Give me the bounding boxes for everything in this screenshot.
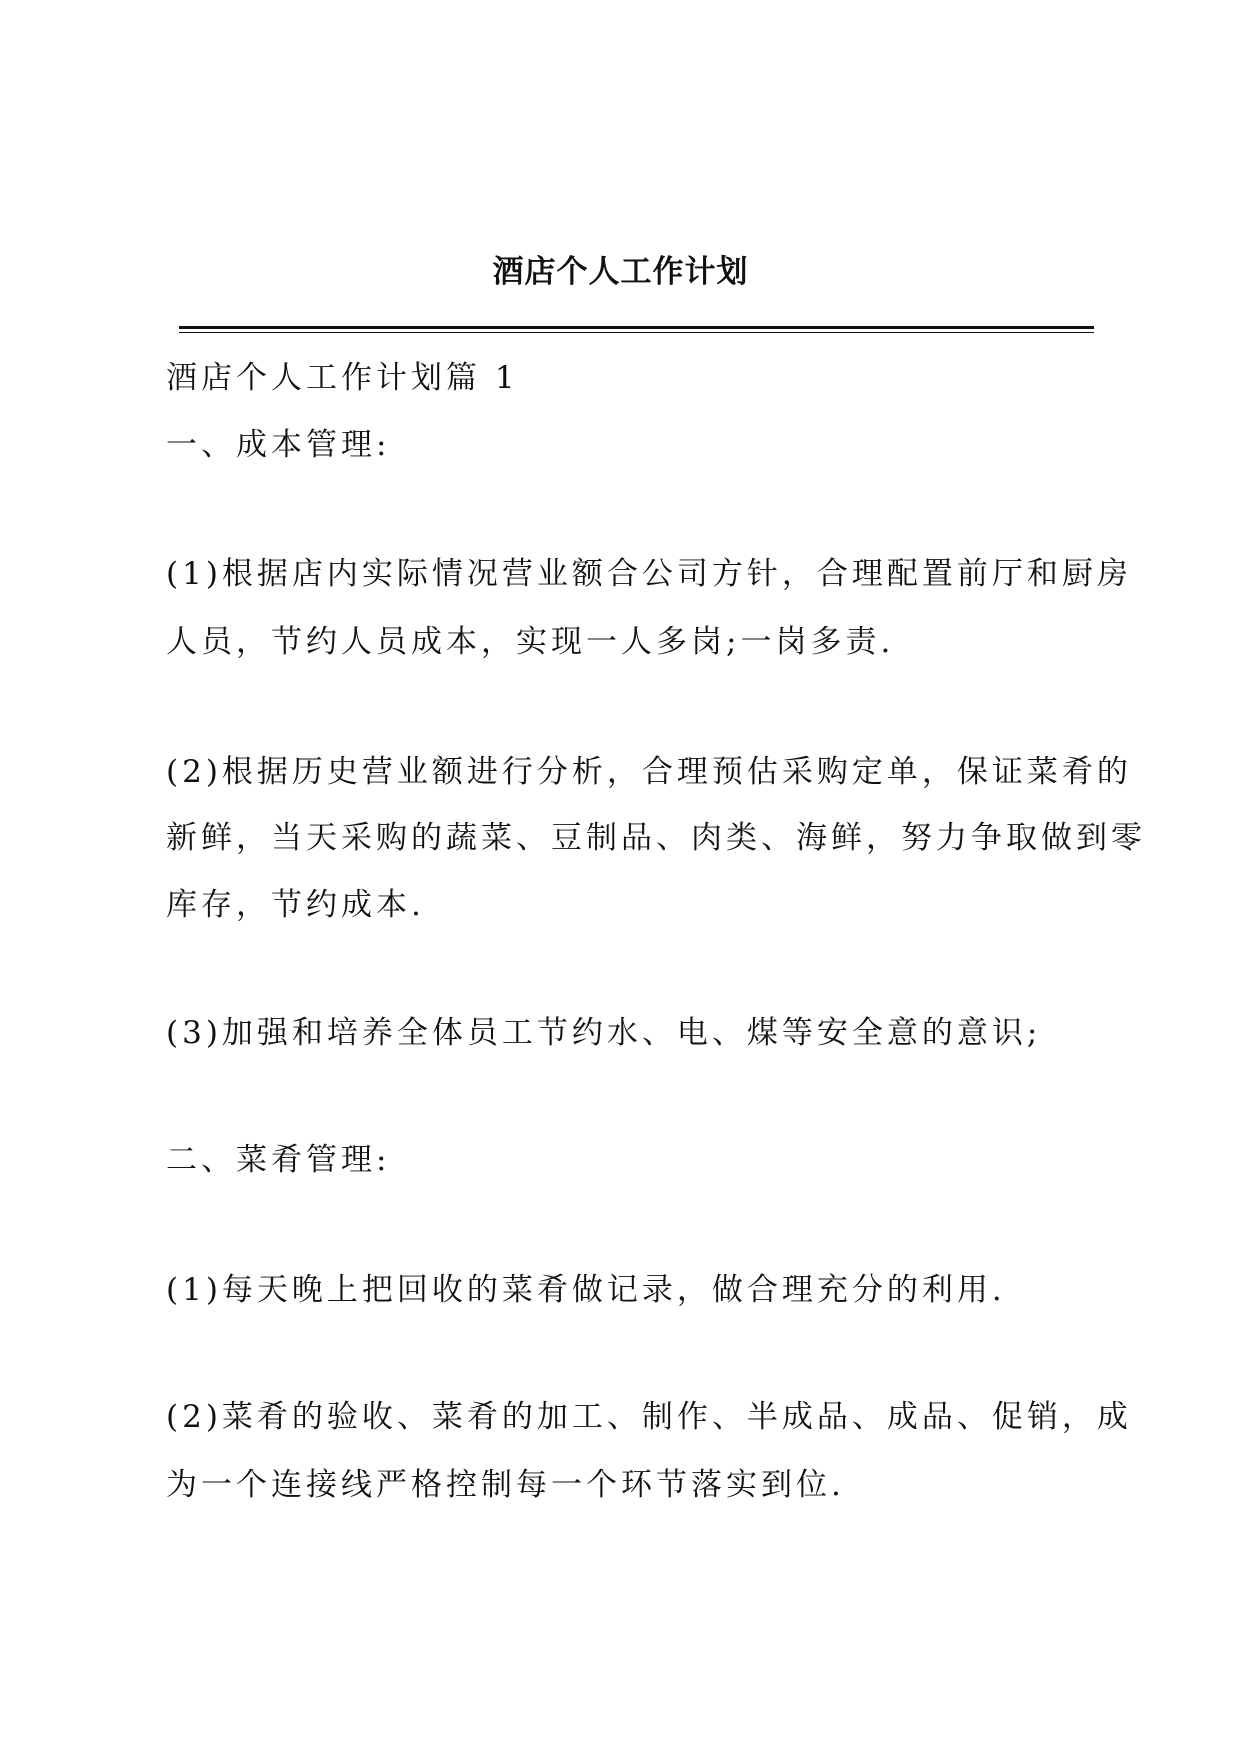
section-heading-cost: 一、成本管理: <box>166 427 391 463</box>
document-subtitle: 酒店个人工作计划篇 1 <box>166 360 519 396</box>
paragraph-line: (2)根据历史营业额进行分析，合理预估采购定单，保证菜肴的 <box>166 754 1132 790</box>
paragraph-line: (3)加强和培养全体员工节约水、电、煤等安全意的意识; <box>166 1015 1042 1051</box>
document-title: 酒店个人工作计划 <box>492 254 749 290</box>
section-heading-dishes: 二、菜肴管理: <box>166 1142 391 1178</box>
paragraph-line: (2)菜肴的验收、菜肴的加工、制作、半成品、成品、促销，成 <box>166 1399 1132 1435</box>
paragraph-line: 库存，节约成本. <box>166 887 425 923</box>
paragraph-line: 为一个连接线严格控制每一个环节落实到位. <box>166 1467 845 1503</box>
paragraph-line: (1)每天晚上把回收的菜肴做记录，做合理充分的利用. <box>166 1272 1006 1308</box>
title-divider-thin <box>179 332 1094 333</box>
paragraph-line: 新鲜，当天采购的蔬菜、豆制品、肉类、海鲜，努力争取做到零 <box>166 820 1146 856</box>
paragraph-line: 人员，节约人员成本，实现一人多岗;一岗多责. <box>166 624 895 660</box>
title-divider-thick <box>179 326 1094 329</box>
paragraph-line: (1)根据店内实际情况营业额合公司方针，合理配置前厅和厨房 <box>166 556 1132 592</box>
